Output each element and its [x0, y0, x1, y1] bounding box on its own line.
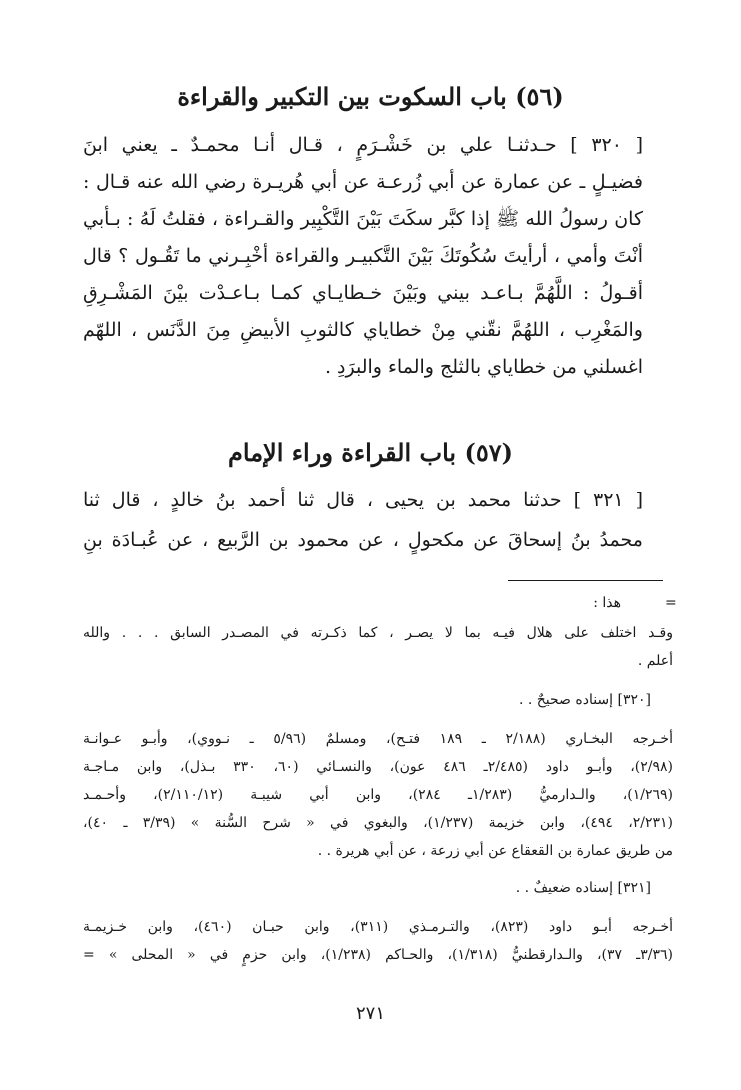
page-number: ٢٧١ — [355, 1003, 385, 1024]
chapter-heading-57: (٥٧) باب القراءة وراء الإمام — [228, 438, 513, 467]
footnote-321-line: أخـرجه أبـو داود (٨٢٣)، والتـرمـذي (٣١١)، وابن حبـان (٤٦٠)، وابن خـزيمـة — [83, 919, 673, 935]
hadith-320-line: اغسلني من خطاياي بالثلج والماء والبرَدِ . — [324, 356, 643, 378]
hadith-320-line: فضيـلٍ ـ عن عمارة عن أبي زُرعـة عن أبي هُريـرة رضي الله عنه قـال : — [83, 171, 643, 193]
chapter-heading-56: (٥٦) باب السكوت بين التكبير والقراءة — [177, 82, 564, 111]
footnote-continuation-line: وقـد اختلف على هلال فيـه بما لا يصـر ، كما ذكـرته في المصـدر السابق . . . والله — [83, 625, 673, 641]
continuation-mark: = — [665, 595, 677, 611]
hadith-321-line: محمدُ بنُ إسحاقَ عن مكحولٍ ، عن محمود بن الرَّبيع ، عن عُبـادَة بنِ — [83, 529, 643, 551]
footnote-321-line: (٣/٣٦ـ ٣٧)، والـدارقطنيُّ (١/٣١٨)، والحـاكم (١/٢٣٨)، وابن حزمٍ في « المحلى » = — [83, 947, 673, 963]
footnote-divider — [508, 580, 663, 581]
footnote-320-line: (٢/٢٣١، ٤٩٤)، وابن خزيمة (١/٢٣٧)، والبغوي في « شرح السُّنة » (٣/٣٩ ـ ٤٠)، — [83, 815, 673, 831]
footnote-continuation-head: هذا : — [593, 595, 621, 611]
footnote-321-heading: [٣٢١] إسناده ضعيفٌ . . — [515, 880, 651, 896]
hadith-320-line: أقـولُ : اللَّهُمَّ بـاعـد بيني وبَيْنَ خـطايـاي كمـا بـاعـدْت بيْنَ المَشْـرِقِ — [83, 282, 643, 304]
footnote-continuation-line: أعلم . — [637, 653, 673, 669]
footnote-320-line: من طريق عمارة بن القعقاع عن أبي زرعة ، عن أبي هريرة . . — [317, 843, 673, 859]
hadith-320-line: [ ٣٢٠ ] حـدثنـا علي بن خَشْـرَمٍ ، قـال أنـا محمـدٌ ـ يعني ابنَ — [83, 134, 644, 156]
hadith-320-line: كان رسولُ الله ﷺ إذا كبَّر سكَتَ بَيْنَ التَّكْبِير والقـراءة ، فقلتُ لَهُ : بـأبي — [83, 208, 643, 230]
hadith-320-line: والمَغْرِب ، اللهُمَّ نقّني مِنْ خطاياي كالثوبِ الأبيضِ مِنَ الدَّنَس ، اللهّم — [83, 319, 643, 341]
hadith-320-line: أنْتَ وأمي ، أرأيتَ سُكُوتَكَ بَيْنَ التَّكبيـر والقراءة أخْبِـرني ما تَقُـول ؟ قال — [83, 245, 643, 267]
footnote-320-line: أخـرجه البخـاري (٢/١٨٨ ـ ١٨٩ فتـح)، ومسلمٌ (٥/٩٦ ـ نـووي)، وأبـو عـوانـة — [83, 731, 673, 747]
hadith-321-line: [ ٣٢١ ] حدثنا محمد بن يحيى ، قال ثنا أحمد بنُ خالدٍ ، قال ثنا — [83, 489, 644, 511]
footnote-320-line: (١/٢٦٩)، والـدارميُّ (١/٢٨٣ـ ٢٨٤)، وابن أبي شيبـة (٢/١١٠/١٢)، وأحـمـد — [83, 787, 673, 803]
footnote-320-line: (٢/٩٨)، وأبـو داود (٢/٤٨٥ـ ٤٨٦ عون)، والنسـائي (٦٠، ٣٣٠ بـذل)، وابن مـاجـة — [83, 759, 673, 775]
footnote-320-heading: [٣٢٠] إسناده صحيحٌ . . — [518, 692, 651, 708]
